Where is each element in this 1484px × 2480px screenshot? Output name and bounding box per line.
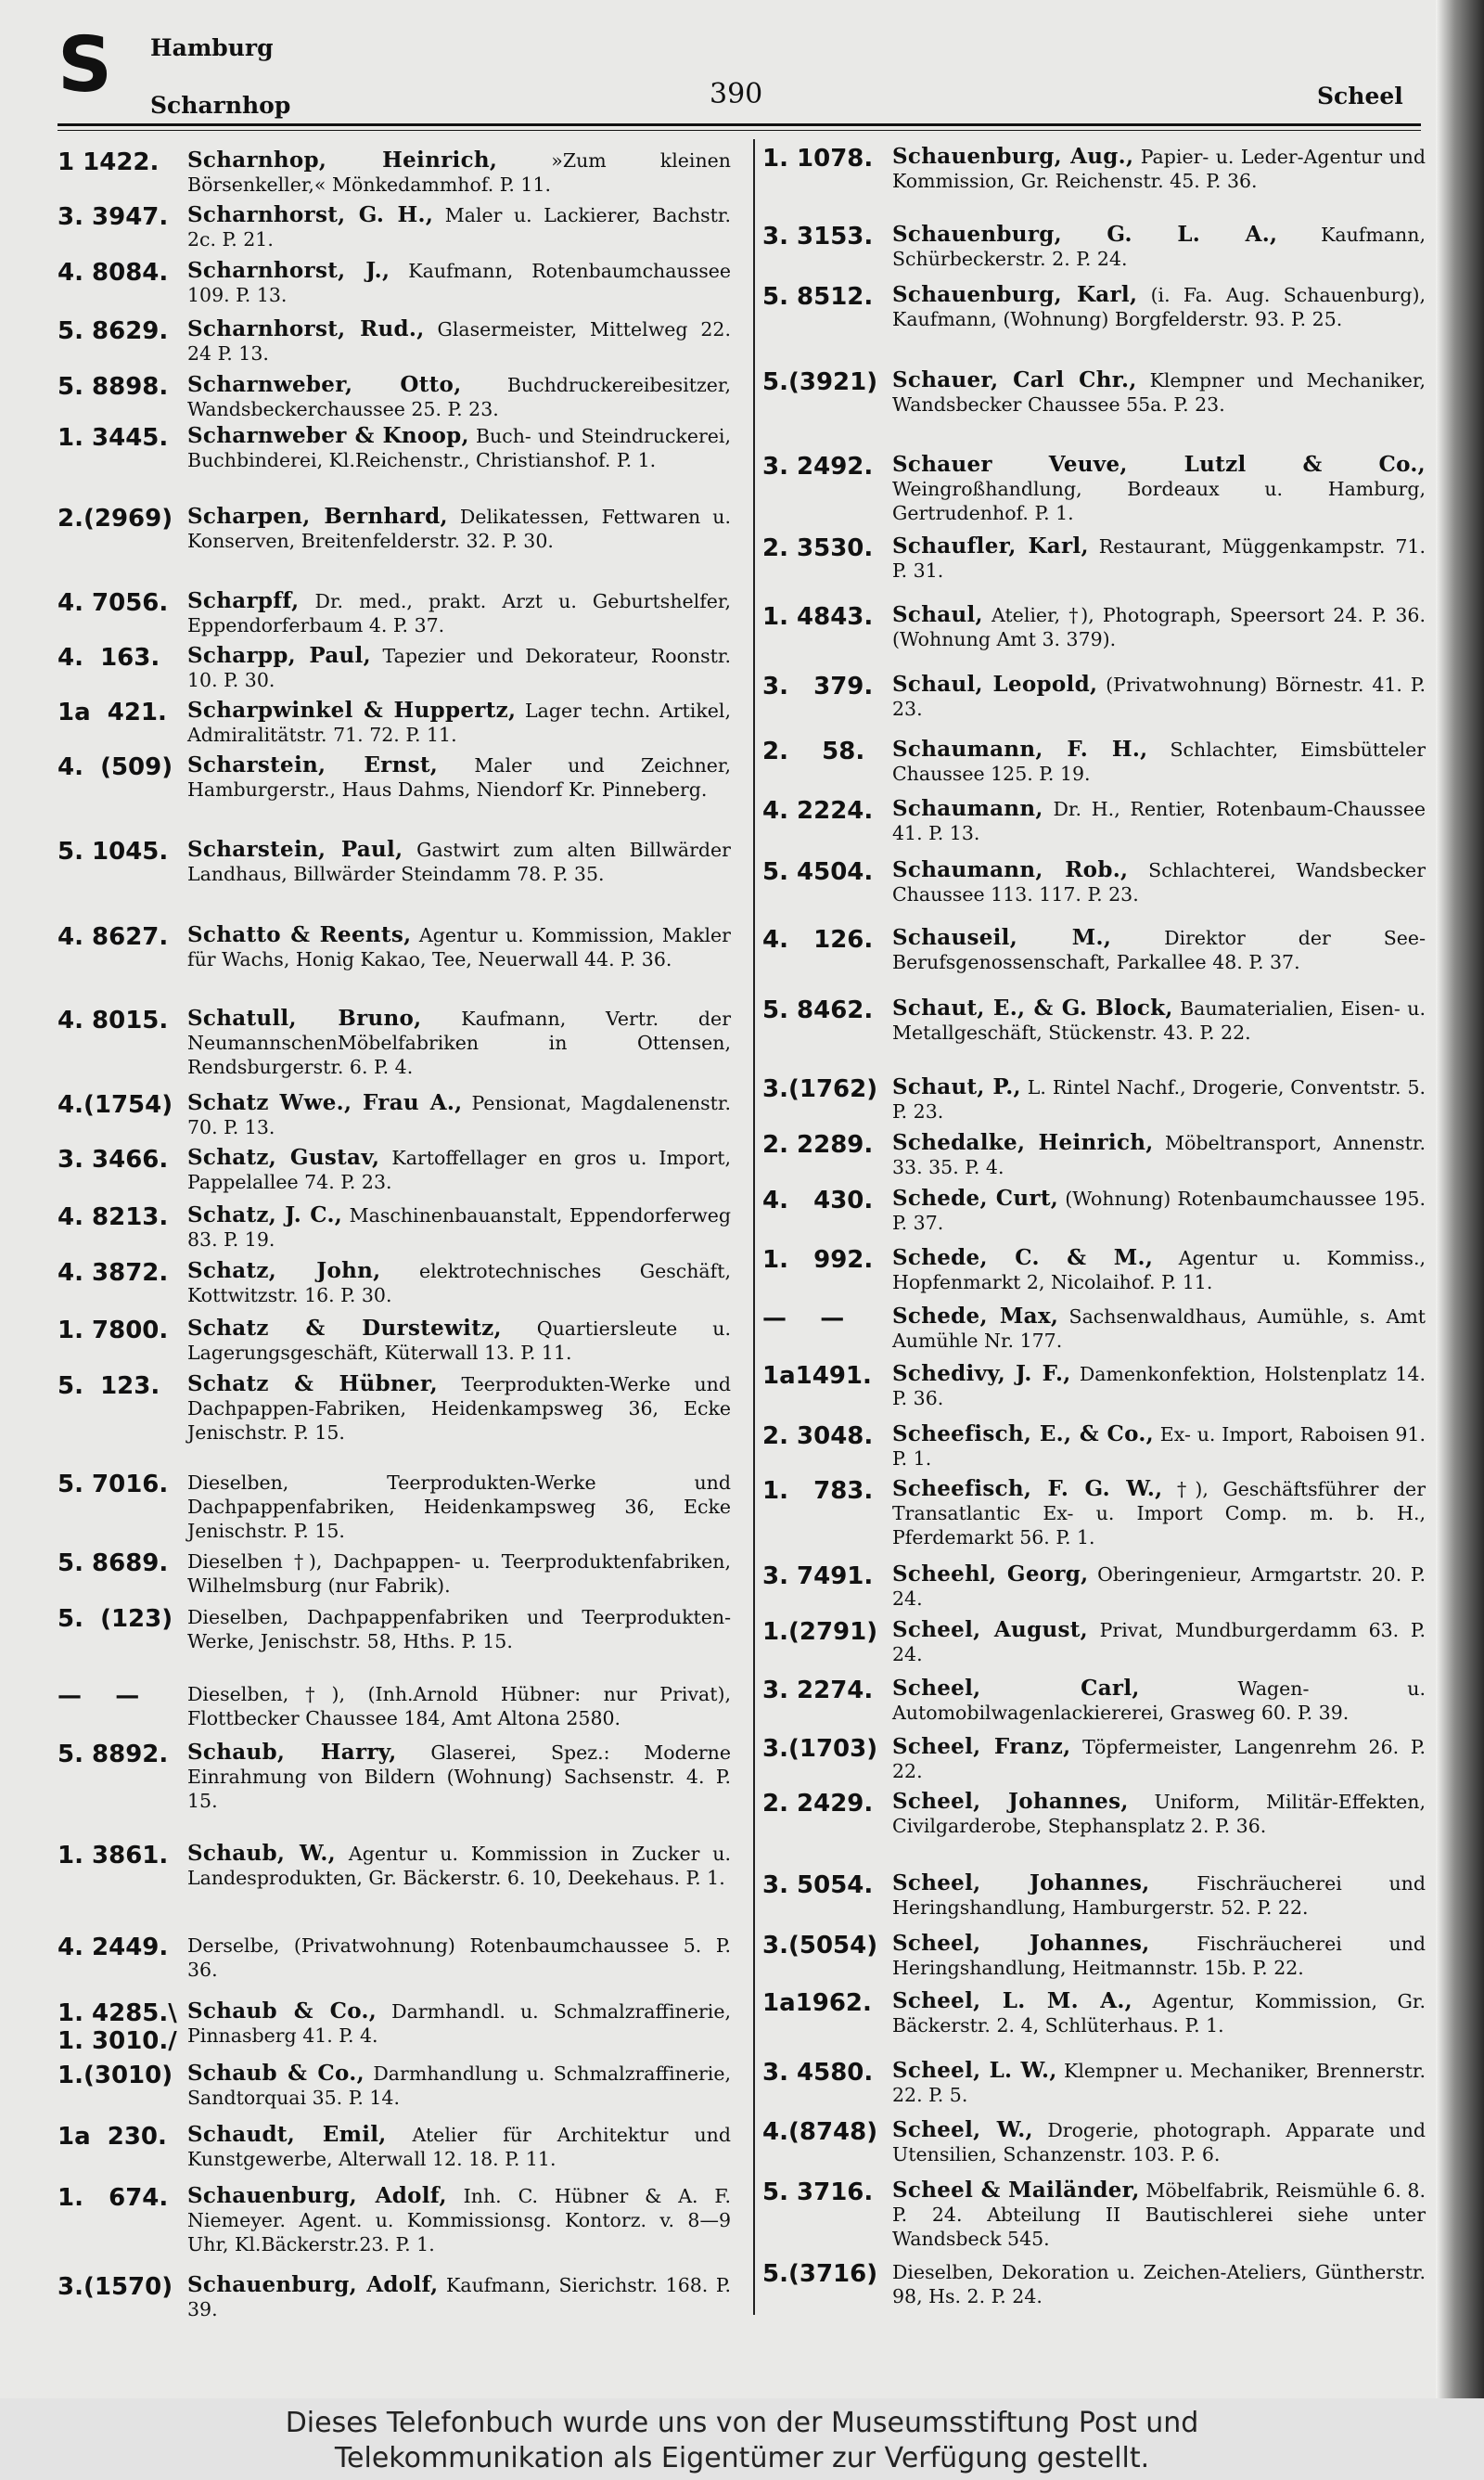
entry-text <box>892 283 1426 331</box>
phone-number: 1. 7800. <box>58 1317 169 1344</box>
entry-details: Glaserei, Spez.: Moderne Einrahmung von Bildern (Wohnung) Sachsenstr. 4. P. 15. <box>187 1741 731 1812</box>
entry-text <box>187 1259 731 1307</box>
entry-details: Schlachter, Eimsbütteler Chaussee 125. P. 19. <box>892 739 1426 785</box>
entry-text <box>187 699 731 747</box>
phone-number: 5. 8629. <box>58 317 169 345</box>
entry-details: Ex- u. Import, Raboisen 91. P. 1. <box>892 1423 1426 1470</box>
entry-details: Uniform, Militär-Effekten, Civilgarderobe, Stephansplatz 2. P. 36. <box>892 1791 1426 1837</box>
entry-details: »Zum kleinen Börsenkeller,« Mönkedammhof. P. 11. <box>187 149 731 196</box>
entry-name: Scheel, W., <box>892 2117 1033 2142</box>
phone-number: 1a 421. <box>58 699 167 726</box>
entry-details: Töpfermeister, Langenrehm 26. P. 22. <box>892 1736 1426 1782</box>
phone-number: 1. 674. <box>58 2184 169 2212</box>
phone-number: 1. 3861. <box>58 1842 169 1870</box>
entry-name: Scharstein, Ernst, <box>187 752 439 777</box>
phone-number: 4. 430. <box>762 1187 874 1214</box>
entry-name: Schedivy, J. F., <box>892 1361 1071 1386</box>
entry-text <box>892 1131 1426 1179</box>
phone-number: 1. 3445. <box>58 424 169 452</box>
entry-details: Wagen- u. Automobilwagenlackiererei, Grasweg 60. P. 39. <box>892 1677 1426 1724</box>
entry-text <box>892 2118 1426 2166</box>
entry-text <box>187 1007 731 1079</box>
entry-text <box>892 603 1426 651</box>
entry-details: (i. Fa. Aug. Schauenburg), Kaufmann, (Wohnung) Borgfelderstr. 93. P. 25. <box>892 284 1426 330</box>
entry-name: Schaub, Harry, <box>187 1740 397 1765</box>
entry-text <box>187 505 731 553</box>
entry-name: Scheel, Johannes, <box>892 1931 1150 1956</box>
entry-details: Fischräucherei und Heringshandlung, Heitmannstr. 15b. P. 22. <box>892 1933 1426 1979</box>
phone-number: 4. 8213. <box>58 1203 169 1231</box>
entry-text <box>892 1989 1426 2037</box>
entry-name: Schatz, John, <box>187 1258 381 1283</box>
entry-details: Fischräucherei und Heringshandlung, Hamburgerstr. 52. P. 22. <box>892 1872 1426 1919</box>
entry-name: Scharstein, Paul, <box>187 837 403 862</box>
entry-text <box>187 838 731 886</box>
entry-text <box>187 1549 731 1598</box>
entry-details: Darmhandlung u. Schmalzraffinerie, Sandtorquai 35. P. 14. <box>187 2062 731 2109</box>
entry-details: Tapezier und Dekorateur, Roonstr. 10. P. 30. <box>187 645 731 691</box>
entry-name: Schaut, P., <box>892 1074 1021 1099</box>
entry-details: Direktor der See-Berufsgenossenschaft, Parkallee 48. P. 37. <box>892 927 1426 973</box>
phone-number: 4. 3872. <box>58 1259 169 1287</box>
entry-details: Atelier für Architektur und Kunstgewerbe, Alterwall 12. 18. P. 11. <box>187 2124 731 2170</box>
entry-text <box>892 453 1426 525</box>
entry-details: Buch- und Steindruckerei, Buchbinderei, Kl.Reichenstr., Christianshof. P. 1. <box>187 425 731 471</box>
entry-text <box>892 1075 1426 1124</box>
entry-name: Schatull, Bruno, <box>187 1006 422 1031</box>
entry-details: Privat, Mundburgerdamm 63. P. 24. <box>892 1619 1426 1665</box>
phone-number: 4. 2224. <box>762 797 874 825</box>
phone-number: 1 1422. <box>58 148 160 176</box>
phone-number: 1. 1078. <box>762 145 874 173</box>
entry-text <box>187 1146 731 1194</box>
entry-name: Schede, Curt, <box>892 1186 1059 1211</box>
entry-name: Schauenburg, Adolf, <box>187 2272 439 2297</box>
entry-name: Scheefisch, F. G. W., <box>892 1476 1163 1501</box>
entry-text <box>892 1677 1426 1725</box>
phone-number: 5. 8512. <box>762 283 874 311</box>
entry-details: Klempner u. Mechaniker, Brennerstr. 22. P. 5. <box>892 2060 1426 2106</box>
entry-name: Schatto & Reents, <box>187 922 412 947</box>
phone-number: 4. 8627. <box>58 923 169 951</box>
entry-details: Dieselben, Dachpappenfabriken und Teerprodukten-Werke, Jenischstr. 58, Hths. P. 15. <box>187 1606 731 1652</box>
entry-name: Schauenburg, G. L. A., <box>892 222 1278 247</box>
entry-name: Scharnweber & Knoop, <box>187 423 469 448</box>
phone-number: — — <box>762 1304 845 1332</box>
phone-number: 1.(3010) <box>58 2062 173 2089</box>
entry-text <box>187 203 731 251</box>
entry-details: Kaufmann, Sierichstr. 168. P. 39. <box>187 2274 732 2320</box>
phone-number: 1a1962. <box>762 1989 872 2017</box>
entry-text <box>892 797 1426 845</box>
phone-number: 3. 2274. <box>762 1677 874 1704</box>
entry-text <box>892 1304 1426 1353</box>
phone-number: 3.(5054) <box>762 1932 878 1960</box>
phone-number: 2. 58. <box>762 738 865 765</box>
phone-number: 5. 3716. <box>762 2178 874 2206</box>
entry-details: Möbeltransport, Annenstr. 33. 35. P. 4. <box>892 1132 1426 1178</box>
entry-text <box>187 317 731 366</box>
entry-name: Scheel, Carl, <box>892 1676 1140 1701</box>
entry-text <box>187 1317 731 1365</box>
entry-name: Scharpwinkel & Huppertz, <box>187 698 517 723</box>
entry-details: (Wohnung) Rotenbaumchaussee 195. P. 37. <box>892 1188 1426 1234</box>
entry-details: Buchdruckereibesitzer, Wandsbeckerchaussee 25. P. 23. <box>187 374 731 420</box>
entry-details: Glasermeister, Mittelweg 22. 24 P. 13. <box>187 318 731 365</box>
phone-number: 5. 123. <box>58 1372 160 1400</box>
entry-name: Scharnhorst, J., <box>187 258 390 283</box>
entry-text <box>892 145 1426 193</box>
entry-details: Damenkonfektion, Holstenplatz 14. P. 36. <box>892 1363 1426 1409</box>
phone-number: 5.(3716) <box>762 2260 878 2288</box>
entry-text <box>187 1999 731 2048</box>
phone-number: 5. 8689. <box>58 1549 169 1577</box>
entry-text <box>892 1477 1426 1549</box>
entry-text <box>187 2123 731 2171</box>
entry-details: Sachsenwaldhaus, Aumühle, s. Amt Aumühle Nr. 177. <box>892 1305 1426 1352</box>
entry-text <box>187 2273 731 2321</box>
entry-details: Kartoffellager en gros u. Import, Pappelallee 74. P. 23. <box>187 1147 731 1193</box>
entry-text <box>187 1934 731 1982</box>
entry-text <box>892 1562 1426 1611</box>
entry-text <box>892 1618 1426 1666</box>
page-number: 390 <box>710 78 763 110</box>
entry-name: Schaumann, F. H., <box>892 737 1148 762</box>
header-rule-top <box>58 123 1421 126</box>
phone-number: 5. 4504. <box>762 858 874 886</box>
entry-name: Schauer, Carl Chr., <box>892 367 1137 392</box>
entry-text <box>892 926 1426 974</box>
phone-number: 3. 4580. <box>762 2059 874 2087</box>
entry-details: Maler und Zeichner, Hamburgerstr., Haus Dahms, Niendorf Kr. Pinneberg. <box>187 754 731 801</box>
entry-text <box>187 1741 731 1813</box>
phone-number: 4.(1754) <box>58 1091 173 1119</box>
entry-details: Gastwirt zum alten Billwärder Landhaus, Billwärder Steindamm 78. P. 35. <box>187 839 731 885</box>
entry-name: Schaudt, Emil, <box>187 2122 387 2147</box>
entry-details: Delikatessen, Fettwaren u. Konserven, Breitenfelderstr. 32. P. 30. <box>187 506 731 552</box>
entry-text <box>892 534 1426 583</box>
phone-number: 5. (123) <box>58 1605 173 1633</box>
entry-name: Scharnhop, Heinrich, <box>187 148 498 173</box>
entry-details: (Privatwohnung) Börnestr. 41. P. 23. <box>892 674 1426 720</box>
entry-text <box>187 1842 731 1890</box>
entry-text <box>187 753 731 802</box>
entry-text <box>187 923 731 971</box>
entry-text <box>892 1735 1426 1783</box>
footer-line-2: Telekommunikation als Eigentümer zur Verfügung gestellt. <box>334 2442 1150 2474</box>
header-city: Hamburg <box>150 34 274 61</box>
entry-text <box>892 996 1426 1045</box>
entry-text <box>892 1790 1426 1838</box>
phone-number: 4. 8015. <box>58 1007 169 1034</box>
entry-name: Scharpen, Bernhard, <box>187 504 448 529</box>
phone-number: 1. 4843. <box>762 603 874 631</box>
phone-number: 5. 8892. <box>58 1741 169 1768</box>
phone-number: 2. 2289. <box>762 1131 874 1159</box>
entry-text <box>892 1187 1426 1235</box>
entry-details: Maler u. Lackierer, Bachstr. 2c. P. 21. <box>187 204 731 251</box>
phone-number: 1. 992. <box>762 1246 874 1274</box>
entry-details: Agentur u. Kommission, Makler für Wachs, Honig Kakao, Tee, Neuerwall 44. P. 36. <box>187 924 731 970</box>
phone-number: 3. 5054. <box>762 1871 874 1899</box>
entry-name: Scharnweber, Otto, <box>187 372 462 397</box>
entry-text <box>187 1203 731 1252</box>
entry-text <box>892 2059 1426 2107</box>
entry-details: Pensionat, Magdalenenstr. 70. P. 13. <box>187 1092 731 1138</box>
entry-text <box>187 1605 731 1653</box>
entry-details: Kaufmann, Vertr. der NeumannschenMöbelfabriken in Ottensen, Rendsburgerstr. 6. P. 4. <box>187 1008 731 1078</box>
entry-name: Scheel, August, <box>892 1617 1088 1642</box>
entry-details: Agentur u. Kommission in Zucker u. Landesprodukten, Gr. Bäckerstr. 6. 10, Deekehaus. P. 1. <box>187 1843 731 1889</box>
entry-details: Dieselben †), Dachpappen- u. Teerproduktenfabriken, Wilhelmsburg (nur Fabrik). <box>187 1550 731 1597</box>
entry-text <box>892 2260 1426 2308</box>
entry-details: Lager techn. Artikel, Admiralitätstr. 71. 72. P. 11. <box>187 700 731 746</box>
entry-name: Scheel, Johannes, <box>892 1789 1129 1814</box>
entry-text <box>187 148 731 197</box>
scan-edge-shadow <box>1436 0 1484 2398</box>
entry-name: Scheel & Mailänder, <box>892 2178 1140 2203</box>
entry-text <box>892 1422 1426 1471</box>
entry-name: Schaub, W., <box>187 1841 336 1866</box>
phone-number: 1a 230. <box>58 2123 167 2151</box>
entry-name: Schede, C. & M., <box>892 1245 1154 1270</box>
entry-text <box>187 259 731 307</box>
phone-number: 5. 8462. <box>762 996 874 1024</box>
entry-text <box>187 644 731 692</box>
entry-details: Weingroßhandlung, Bordeaux u. Hamburg, Gertrudenhof. P. 1. <box>892 478 1426 524</box>
entry-details: Drogerie, photograph. Apparate und Utensilien, Schanzenstr. 103. P. 6. <box>892 2119 1426 2165</box>
entry-details: Darmhandl. u. Schmalzraffinerie, Pinnasberg 41. P. 4. <box>187 2000 731 2047</box>
entry-text <box>892 858 1426 906</box>
phone-number: 4. 8084. <box>58 259 169 287</box>
header-rule-bottom <box>58 130 1421 131</box>
entry-name: Scheefisch, E., & Co., <box>892 1421 1154 1446</box>
entry-name: Scharnhorst, Rud., <box>187 316 425 341</box>
phone-number: 3. 2492. <box>762 453 874 481</box>
phone-number: 3. 3466. <box>58 1146 169 1174</box>
entry-details: Agentur, Kommission, Gr. Bäckerstr. 2. 4, Schlüterhaus. P. 1. <box>892 1990 1426 2037</box>
phone-number: 4. 7056. <box>58 589 169 617</box>
entry-text <box>187 424 731 472</box>
entry-text <box>187 1682 731 1730</box>
entry-name: Schauenburg, Adolf, <box>187 2183 447 2208</box>
entry-name: Scheel, L. W., <box>892 2058 1057 2083</box>
phone-number: 4. 163. <box>58 644 160 672</box>
entry-details: Dieselben, Teerprodukten-Werke und Dachpappenfabriken, Heidenkampsweg 36, Ecke Jenischstr. P. 15. <box>187 1471 731 1542</box>
entry-details: Dr. med., prakt. Arzt u. Geburtshelfer, Eppendorferbaum 4. P. 37. <box>187 590 731 636</box>
entry-details: Teerprodukten-Werke und Dachpappen-Fabriken, Heidenkampsweg 36, Ecke Jenischstr. P. 15. <box>187 1373 731 1444</box>
entry-text <box>892 1362 1426 1410</box>
footer-notice <box>0 2398 1484 2480</box>
entry-details: Agentur u. Kommiss., Hopfenmarkt 2, Nicolaihof. P. 11. <box>892 1247 1426 1293</box>
entry-name: Scheehl, Georg, <box>892 1561 1089 1587</box>
phone-number: 2. 2429. <box>762 1790 874 1818</box>
entry-name: Schaut, E., & G. Block, <box>892 996 1173 1021</box>
phone-number: 2.(2969) <box>58 505 173 533</box>
phone-number: 2. 3530. <box>762 534 874 562</box>
phone-number: 3. 379. <box>762 673 874 700</box>
entry-details: Möbelfabrik, Reismühle 6. 8. P. 24. Abteilung II Bautischlerei siehe unter Wandsbeck 545. <box>892 2179 1426 2250</box>
entry-text <box>187 1091 731 1139</box>
entry-details: Atelier, †), Photograph, Speersort 24. P. 36. (Wohnung Amt 3. 379). <box>892 604 1426 650</box>
phone-number: 4.(8748) <box>762 2118 878 2146</box>
entry-details: Dieselben, Dekoration u. Zeichen-Ateliers, Güntherstr. 98, Hs. 2. P. 24. <box>892 2261 1426 2307</box>
entry-name: Schatz & Durstewitz, <box>187 1316 502 1341</box>
header-last-word: Scheel <box>1317 83 1403 109</box>
phone-number: 3. 3947. <box>58 203 169 231</box>
entry-text <box>892 738 1426 786</box>
phone-number: 4. 126. <box>762 926 874 954</box>
phone-number: 3. 3153. <box>762 223 874 251</box>
entry-name: Schatz, J. C., <box>187 1202 343 1227</box>
entry-name: Schauseil, M., <box>892 925 1112 950</box>
entry-name: Schatz Wwe., Frau A., <box>187 1090 463 1115</box>
entry-name: Schauenburg, Aug., <box>892 144 1134 169</box>
phone-number: 5. 7016. <box>58 1471 169 1498</box>
phone-number: 1.(2791) <box>762 1618 878 1646</box>
entry-name: Scheel, Johannes, <box>892 1870 1150 1895</box>
entry-name: Schedalke, Heinrich, <box>892 1130 1154 1155</box>
entry-name: Schaul, Leopold, <box>892 672 1098 697</box>
phone-number: 1. 783. <box>762 1477 874 1505</box>
entry-text <box>892 1871 1426 1920</box>
entry-text <box>187 1372 731 1445</box>
phone-number: 3.(1703) <box>762 1735 878 1763</box>
phone-number: 3. 7491. <box>762 1562 874 1590</box>
entry-details: Quartiersleute u. Lagerungsgeschäft, Küterwall 13. P. 11. <box>187 1317 731 1364</box>
phone-number: 5. 1045. <box>58 838 169 866</box>
entry-text <box>187 2184 731 2256</box>
entry-details: Klempner und Mechaniker, Wandsbecker Chaussee 55a. P. 23. <box>892 369 1426 416</box>
phone-number: 5.(3921) <box>762 368 878 396</box>
entry-name: Schaul, <box>892 602 983 627</box>
entry-name: Schaub & Co., <box>187 1998 377 2024</box>
entry-name: Schauer Veuve, Lutzl & Co., <box>892 452 1426 477</box>
entry-details: Baumaterialien, Eisen- u. Metallgeschäft, Stückenstr. 43. P. 22. <box>892 997 1426 1044</box>
entry-details: Dr. H., Rentier, Rotenbaum-Chaussee 41. P. 13. <box>892 798 1426 844</box>
section-letter: S <box>58 21 113 109</box>
entry-details: Derselbe, (Privatwohnung) Rotenbaumchaussee 5. P. 36. <box>187 1934 731 1981</box>
entry-name: Schede, Max, <box>892 1304 1059 1329</box>
column-divider <box>753 139 755 2315</box>
entry-text <box>892 2178 1426 2251</box>
phone-number: 3.(1570) <box>58 2273 173 2301</box>
phone-number: 2. 3048. <box>762 1422 874 1450</box>
phone-number: 5. 8898. <box>58 373 169 401</box>
entry-name: Schatz & Hübner, <box>187 1371 438 1396</box>
entry-details: Papier- u. Leder-Agentur und Kommission, Gr. Reichenstr. 45. P. 36. <box>892 146 1426 192</box>
entry-details: Kaufmann, Rotenbaumchaussee 109. P. 13. <box>187 260 731 306</box>
entry-details: Schlachterei, Wandsbecker Chaussee 113. 117. P. 23. <box>892 859 1426 906</box>
phone-number: 3.(1762) <box>762 1075 878 1103</box>
entry-name: Schaumann, <box>892 796 1043 821</box>
entry-name: Schaufler, Karl, <box>892 533 1089 559</box>
entry-details: †), Geschäftsführer der Transatlantic Ex- u. Import Comp. m. b. H., Pferdemarkt 56. P. 1. <box>892 1478 1426 1548</box>
entry-details: Restaurant, Müggenkampstr. 71. P. 31. <box>892 535 1426 582</box>
header-first-word: Scharnhop <box>150 92 291 119</box>
phone-number: 4. 2449. <box>58 1934 169 1961</box>
phone-number: — — <box>58 1682 140 1710</box>
entry-name: Scharnhorst, G. H., <box>187 202 434 227</box>
entry-text <box>892 1246 1426 1294</box>
entry-text <box>187 373 731 421</box>
entry-text <box>187 589 731 637</box>
entry-details: Inh. C. Hübner & A. F. Niemeyer. Agent. u. Kommissionsg. Kontorz. v. 8—9 Uhr, Kl.Bäckerstr.23. P. 1. <box>187 2185 731 2255</box>
entry-name: Schatz, Gustav, <box>187 1145 380 1170</box>
entry-name: Scharpp, Paul, <box>187 643 371 668</box>
entry-name: Scharpff, <box>187 588 300 613</box>
entry-details: L. Rintel Nachf., Drogerie, Conventstr. 5. P. 23. <box>892 1076 1426 1123</box>
entry-text <box>892 368 1426 417</box>
entry-text <box>187 2062 731 2110</box>
entry-text <box>892 223 1426 271</box>
entry-name: Scheel, Franz, <box>892 1734 1071 1759</box>
entry-details: Kaufmann, Schürbeckerstr. 2. P. 24. <box>892 224 1426 270</box>
entry-text <box>892 1932 1426 1980</box>
phone-number: 1. 4285.\ 1. 3010./ <box>58 1999 177 2055</box>
entry-details: Maschinenbauanstalt, Eppendorferweg 83. P. 19. <box>187 1204 731 1251</box>
phone-number: 1a1491. <box>762 1362 872 1390</box>
entry-text <box>892 673 1426 721</box>
entry-details: Dieselben,†), (Inh.Arnold Hübner: nur Privat), Flottbecker Chaussee 184, Amt Altona 2580. <box>187 1683 731 1729</box>
entry-name: Scheel, L. M. A., <box>892 1988 1132 2013</box>
entry-details: elektrotechnisches Geschäft, Kottwitzstr. 16. P. 30. <box>187 1260 731 1306</box>
entry-details: Oberingenieur, Armgartstr. 20. P. 24. <box>892 1563 1426 1610</box>
entry-name: Schaub & Co., <box>187 2061 365 2086</box>
footer-line-1: Dieses Telefonbuch wurde uns von der Museumsstiftung Post und <box>285 2407 1199 2439</box>
entry-name: Schauenburg, Karl, <box>892 282 1138 307</box>
phone-number: 4. (509) <box>58 753 173 781</box>
entry-text <box>187 1471 731 1543</box>
entry-name: Schaumann, Rob., <box>892 857 1129 882</box>
